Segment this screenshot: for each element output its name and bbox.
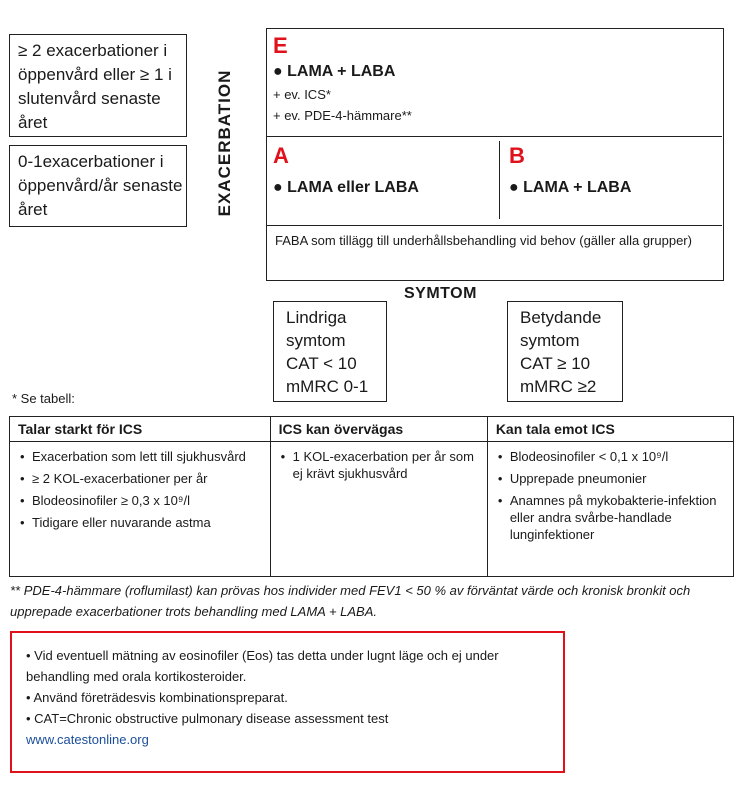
ics-header-against: Kan tala emot ICS (487, 417, 733, 442)
symptoms-severe-l1: Betydande (520, 308, 602, 327)
list-item: • Upprepade pneumonier (510, 470, 725, 487)
symptoms-severe-box (507, 301, 623, 402)
list-item: • Blodeosinofiler ≥ 0,3 x 10⁹/l (32, 492, 262, 509)
symptoms-severe-mmrc: mMRC ≥2 (520, 377, 597, 396)
table-note: * Se tabell: (12, 391, 75, 406)
symptoms-mild-box (273, 301, 387, 402)
symptoms-mild-mmrc: mMRC 0-1 (286, 377, 369, 396)
list-item: • Anamnes på mykobakterie-infektion eller andra svårbe-handlade lunginfektioner (510, 492, 725, 543)
group-b-letter: B (509, 143, 525, 168)
group-grid (266, 28, 724, 281)
list-item: • Blodeosinofiler < 0,1 x 10⁹/l (510, 448, 725, 465)
faba-note: FABA som tillägg till underhållsbehandling vid behov (gäller alla grupper) (267, 225, 722, 279)
ics-header-strong: Talar starkt för ICS (10, 417, 271, 442)
group-a (267, 137, 499, 223)
symptoms-severe-cat: CAT ≥ 10 (520, 354, 591, 373)
group-b-main: ● LAMA + LABA (509, 179, 632, 196)
note-combination: • Använd företrädesvis kombinationspreparat. (26, 690, 288, 705)
symptoms-severe-l2: symtom (520, 331, 580, 350)
ics-table (9, 416, 734, 577)
exacerbation-high-text: ≥ 2 exacerbationer i öppenvård eller ≥ 1 i slutenvård senaste året (18, 41, 172, 132)
list-item: • Tidigare eller nuvarande astma (32, 514, 262, 531)
x-axis-label: SYMTOM (404, 285, 477, 302)
group-e-main: ● LAMA + LABA (273, 63, 396, 80)
group-divider (499, 141, 500, 219)
exacerbation-high-box (9, 34, 187, 137)
note-cat: • CAT=Chronic obstructive pulmonary disease assessment test (26, 711, 389, 726)
list-item: • 1 KOL-exacerbation per år som ej krävt sjukhusvård (293, 448, 479, 482)
group-e-add-pde4: + ev. PDE-4-hämmare** (273, 108, 412, 123)
notes-box (10, 631, 565, 773)
symptoms-mild-l1: Lindriga (286, 308, 347, 327)
pde4-footnote: ** PDE-4-hämmare (roflumilast) kan prövas hos individer med FEV1 < 50 % av förväntat värde och kronisk bronkit och upprepade exacerbationer trots behandling med LAMA + LABA. (10, 583, 691, 619)
ics-col-consider (270, 442, 487, 577)
group-e (267, 29, 722, 137)
cat-link[interactable]: www.catestonline.org (26, 732, 149, 747)
group-a-main: ● LAMA eller LABA (273, 179, 419, 196)
ics-col-against (487, 442, 733, 577)
note-eosinophils: • Vid eventuell mätning av eosinofiler (Eos) tas detta under lugnt läge och ej under behandling med orala kortikosteroider. (26, 648, 499, 684)
group-e-add-ics: + ev. ICS* (273, 87, 331, 102)
list-item: • Exacerbation som lett till sjukhusvård (32, 448, 262, 465)
exacerbation-low-text: 0-1exacerbationer i öppenvård/år senaste året (18, 152, 183, 219)
symptoms-mild-cat: CAT < 10 (286, 354, 357, 373)
list-item: • ≥ 2 KOL-exacerbationer per år (32, 470, 262, 487)
ics-col-strong (10, 442, 271, 577)
ics-header-consider: ICS kan övervägas (270, 417, 487, 442)
group-e-letter: E (273, 33, 288, 58)
exacerbation-low-box (9, 145, 187, 227)
group-a-letter: A (273, 143, 289, 168)
symptoms-mild-l2: symtom (286, 331, 346, 350)
group-b (501, 137, 722, 223)
y-axis-label: EXACERBATION (215, 69, 234, 217)
